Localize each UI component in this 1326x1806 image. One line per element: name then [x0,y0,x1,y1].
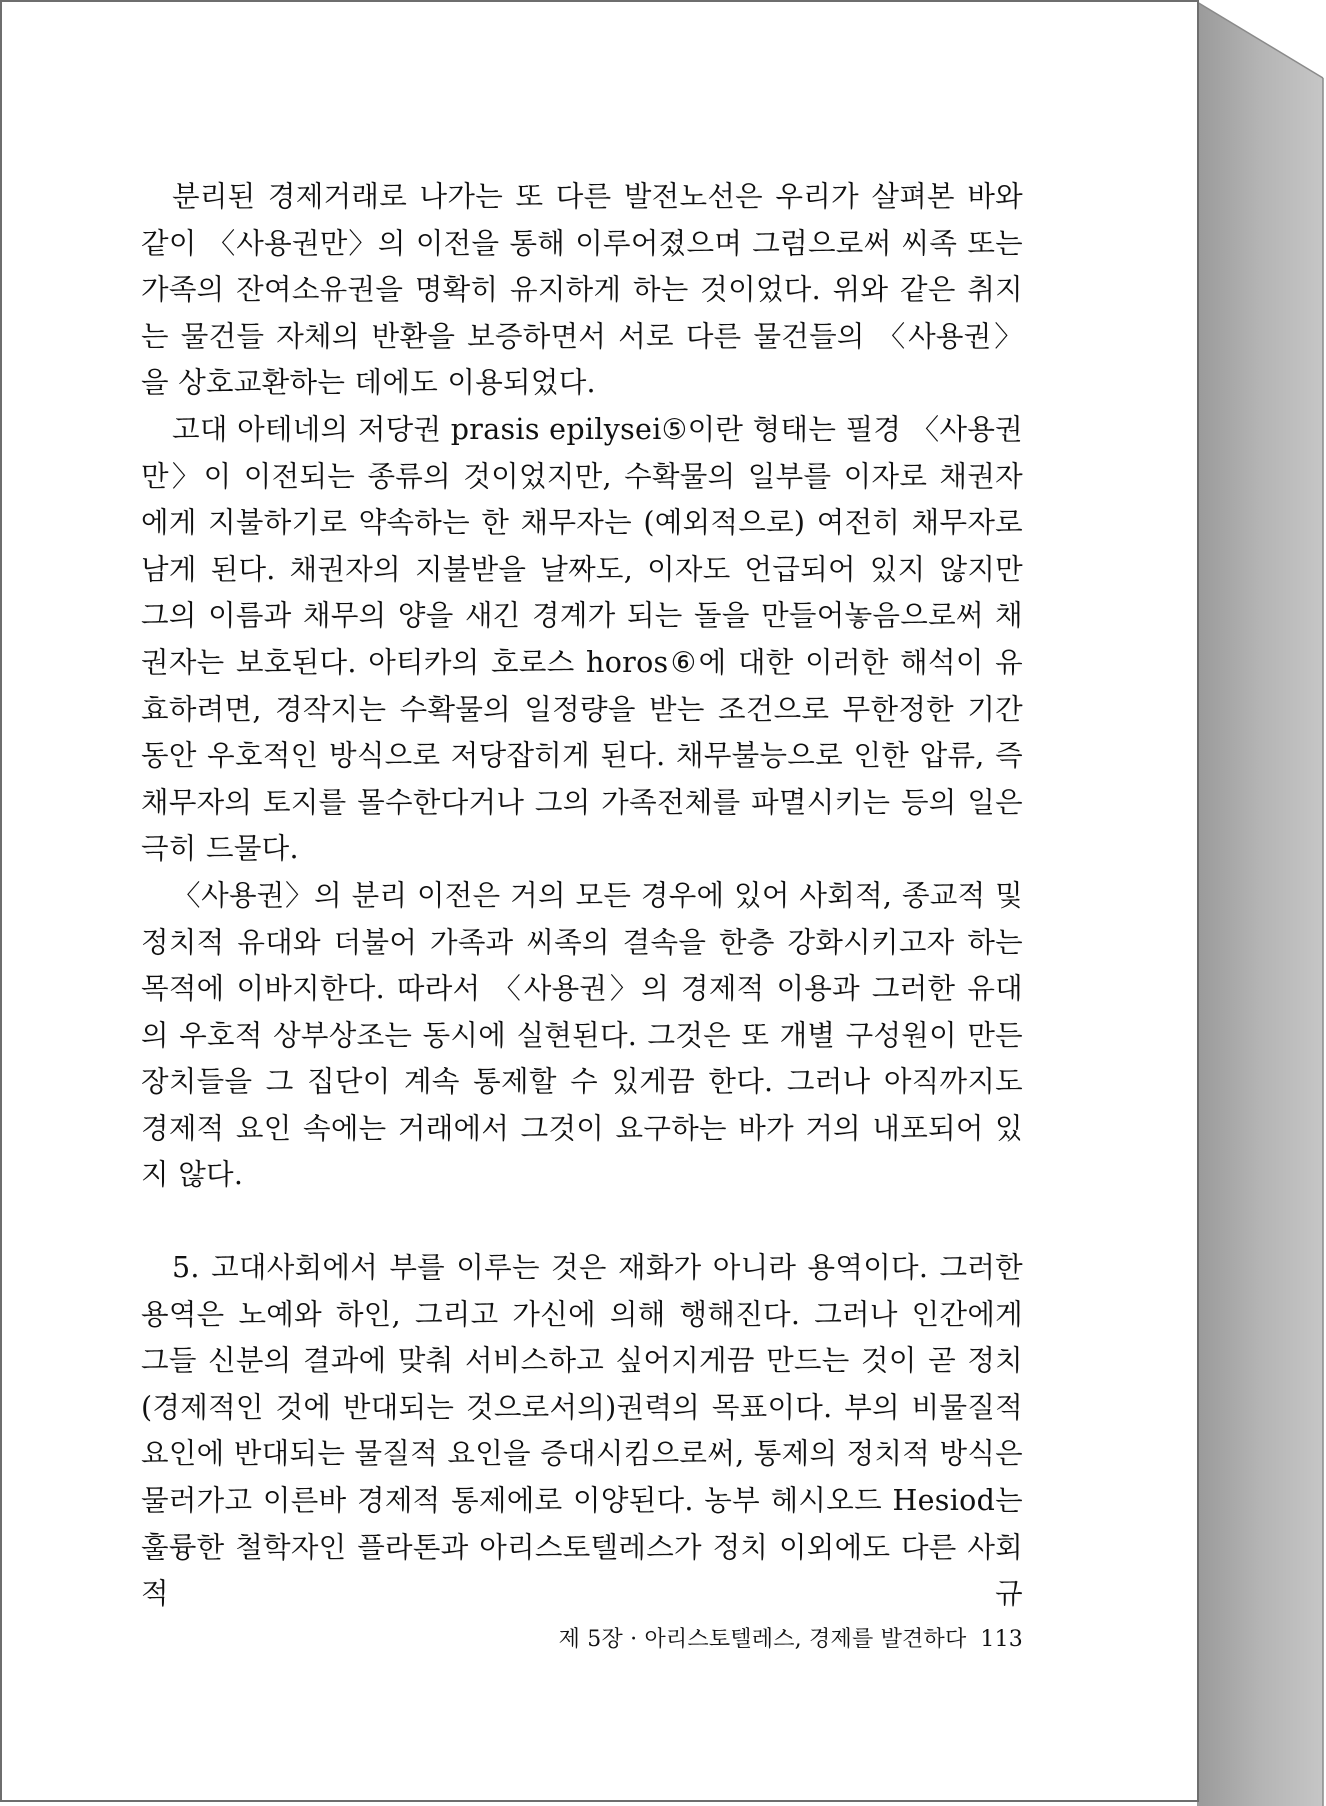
book-edge [1197,0,1326,1806]
section-gap [141,1199,1023,1245]
paragraph-3: 〈사용권〉의 분리 이전은 거의 모든 경우에 있어 사회적, 종교적 및 정치적 유대와 더불어 가족과 씨족의 결속을 한층 강화시키고자 하는 목적에 이바지한다. 따라서 〈사용권〉의 경제적 이용과 그러한 유대의 우호적 상부상조는 동시에 실현된다. 그것은 또 개별 구성원이 만든 장치들을 그 집단이 계속 통제할 수 있게끔 한다. 그러나 아직까지도 경제적 요인 속에는 거래에서 그것이 요구하는 바가 거의 내포되어 있지 않다. [141,878,1023,1192]
page-number: 113 [980,1627,1023,1652]
paragraph-4: 5. 고대사회에서 부를 이루는 것은 재화가 아니라 용역이다. 그러한 용역은 노예와 하인, 그리고 가신에 의해 행해진다. 그러나 인간에게 그들 신분의 결과에 맞춰 서비스하고 싶어지게끔 만드는 것이 곧 정치(경제적인 것에 반대되는 것으로서의)권력의 목표이다. 부의 비물질적 요인에 반대되는 물질적 요인을 증대시킴으로써, 통제의 정치적 방식은 물러가고 이른바 경제적 통제에로 이양된다. 농부 헤시오드 Hesiod는 훌륭한 철학자인 플라톤과 아리스토텔레스가 정치 이외에도 다른 사회적 규 [141,1251,1023,1611]
paragraph-2: 고대 아테네의 저당권 prasis epilysei⑤이란 형태는 필경 〈사용권만〉이 이전되는 종류의 것이었지만, 수확물의 일부를 이자로 채권자에게 지불하기로 약속하는 한 채무자는 (예외적으로) 여전히 채무자로 남게 된다. 채권자의 지불받을 날짜도, 이자도 언급되어 있지 않지만 그의 이름과 채무의 양을 새긴 경계가 되는 돌을 만들어놓음으로써 채권자는 보호된다. 아티카의 호로스 horos⑥에 대한 이러한 해석이 유효하려면, 경작지는 수확물의 일정량을 받는 조건으로 무한정한 기간 동안 우호적인 방식으로 저당잡히게 된다. 채무불능으로 인한 압류, 즉 채무자의 토지를 몰수한다거나 그의 가족전체를 파멸시키는 등의 일은 극히 드물다. [141,412,1023,866]
body-text [141,174,1023,1618]
running-footer [511,1622,1023,1653]
paragraph-1: 분리된 경제거래로 나가는 또 다른 발전노선은 우리가 살펴본 바와 같이 〈사용권만〉의 이전을 통해 이루어졌으며 그럼으로써 씨족 또는 가족의 잔여소유권을 명확히 유지하게 하는 것이었다. 위와 같은 취지는 물건들 자체의 반환을 보증하면서 서로 다른 물건들의 〈사용권〉을 상호교환하는 데에도 이용되었다. [141,180,1023,400]
running-head: 제 5장 · 아리스토텔레스, 경제를 발견하다 [558,1627,967,1652]
